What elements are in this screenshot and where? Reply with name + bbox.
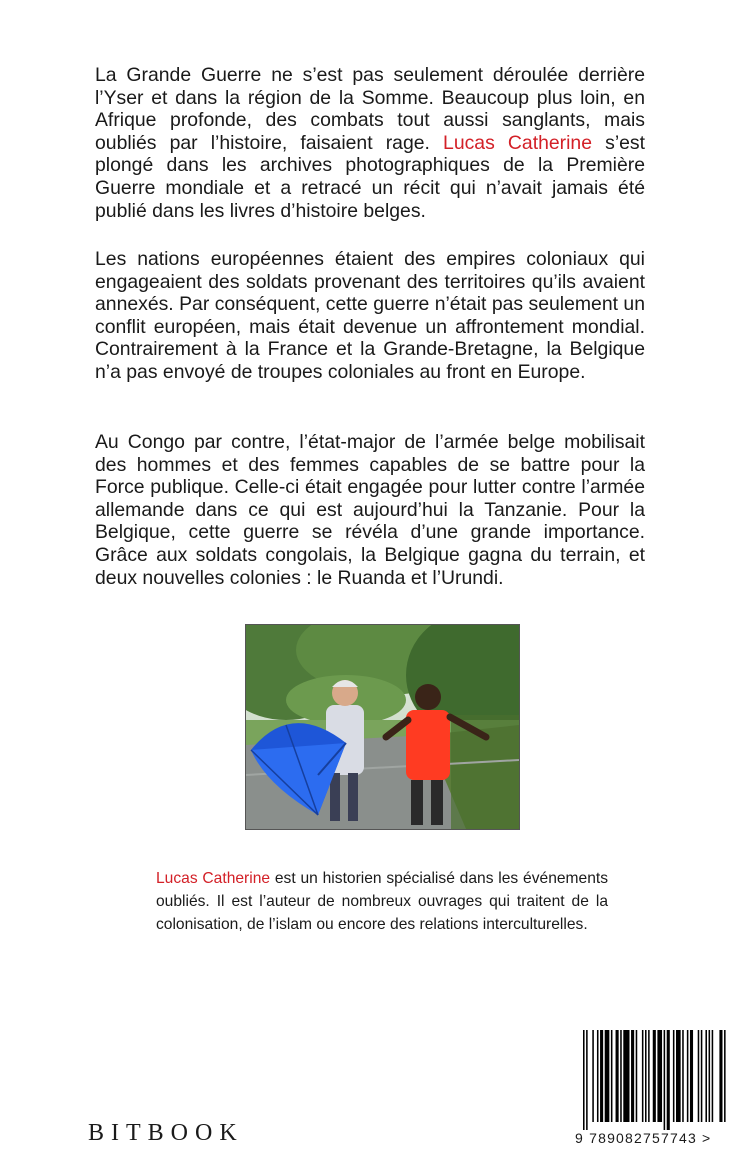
barcode-bar <box>719 1030 722 1122</box>
barcode-bar <box>682 1030 684 1122</box>
barcode-bar <box>592 1030 594 1122</box>
barcode-bar <box>631 1030 634 1122</box>
barcode-bar <box>648 1030 650 1122</box>
intro-text-part1: La Grande Guerre ne s’est pas seulement déroulée derrière l’Yser et dans la région de la Somme. Beaucoup plus loin, en Afrique profonde, des combats tout aussi sanglants, mais oubliés par l’histoire, faisaient rage. <box>95 64 645 154</box>
barcode-bars <box>575 1030 735 1130</box>
colonial-paragraph: Les nations européennes étaient des empires coloniaux qui engageaient des soldats provenant des territoires qu’ils avaient annexés. Par conséquent, cette guerre n’était pas seulement un conflit européen, mais était devenue un affrontement mondial. Contrairement à la France et la Grande-Bretagne, la Belgique n’a pas envoyé de troupes coloniales au front en Europe. <box>95 248 645 383</box>
barcode-bar <box>645 1030 647 1122</box>
bio-text: est un historien spécialisé dans les événements oubliés. Il est l’auteur de nombreux ouvrages qui traitent de la colonisation, de l’islam ou encore des relations interculturelles. <box>156 870 608 933</box>
intro-text-part2: s’est plongé dans les archives photographiques de la Première Guerre mondiale et a retracé un récit qui n’avait jamais été publié dans les livres d’histoire belges. <box>95 131 645 222</box>
barcode-bar <box>698 1030 700 1122</box>
barcode-bar <box>676 1030 681 1122</box>
photo-illustration <box>246 625 519 829</box>
barcode-bar <box>623 1030 629 1122</box>
barcode-bar <box>583 1030 585 1130</box>
barcode-bar <box>687 1030 689 1122</box>
bio-author-name: Lucas Catherine <box>156 870 271 887</box>
barcode-bar <box>673 1030 675 1122</box>
barcode-bar <box>616 1030 619 1122</box>
author-name-highlight: Lucas Catherine <box>443 131 592 154</box>
barcode-bar <box>653 1030 656 1122</box>
isbn-first-digit: 9 <box>575 1130 584 1146</box>
isbn-number <box>575 1130 735 1146</box>
barcode-bar <box>690 1030 693 1122</box>
isbn-group1: 789082 <box>589 1130 644 1146</box>
barcode-bar <box>605 1030 610 1122</box>
barcode-bar <box>597 1030 599 1122</box>
barcode-bar <box>620 1030 622 1122</box>
barcode-bar <box>657 1030 662 1122</box>
isbn-group2: 757743 <box>643 1130 697 1146</box>
author-bio <box>156 868 608 936</box>
barcode-bar <box>667 1030 670 1130</box>
barcode-bar <box>724 1030 726 1122</box>
publisher-logo: BITBOOK <box>88 1120 244 1146</box>
isbn-barcode <box>575 1030 735 1146</box>
barcode-bar <box>701 1030 703 1122</box>
barcode-bar <box>664 1030 666 1130</box>
barcode-bar <box>642 1030 644 1122</box>
isbn-marker: > <box>702 1130 712 1146</box>
author-photo <box>245 624 520 830</box>
barcode-bar <box>611 1030 613 1122</box>
barcode-bar <box>705 1030 707 1122</box>
barcode-bar <box>709 1030 711 1122</box>
intro-paragraph <box>95 64 645 222</box>
barcode-bar <box>712 1030 714 1122</box>
congo-paragraph: Au Congo par contre, l’état-major de l’armée belge mobilisait des hommes et des femmes capables de se battre pour la Force publique. Celle-ci était engagée pour lutter contre l’armée allemande dans ce qui est aujourd’hui la Tanzanie. Pour la Belgique, cette guerre se révéla d’une grande importance. Grâce aux soldats congolais, la Belgique gagna du terrain, et deux nouvelles colonies : le Ruanda et l’Urundi. <box>95 431 645 589</box>
barcode-bar <box>600 1030 603 1122</box>
barcode-bar <box>636 1030 638 1122</box>
barcode-bar <box>586 1030 588 1130</box>
